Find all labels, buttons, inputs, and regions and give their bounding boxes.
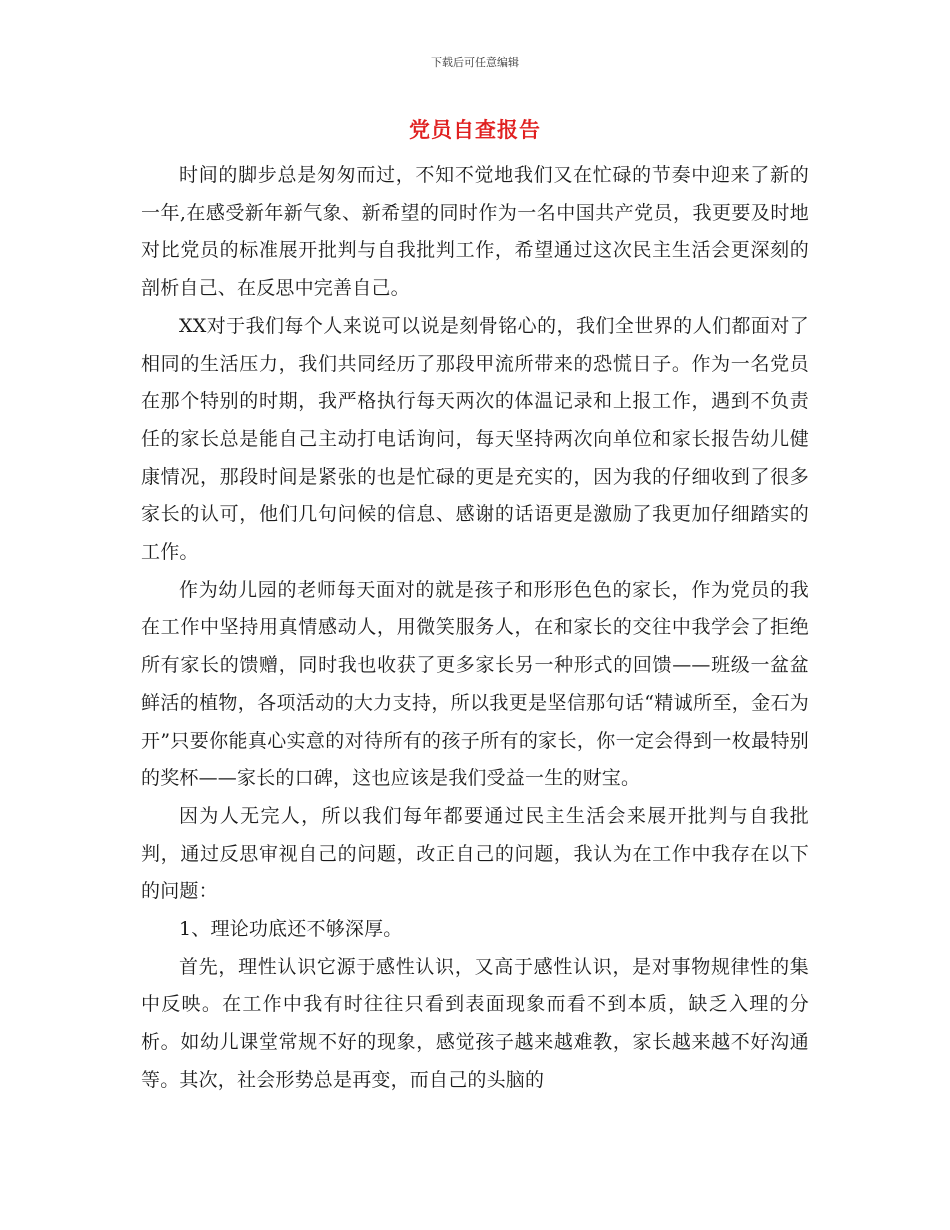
paragraph-issue-1-detail: 首先，理性认识它源于感性认识，又高于感性认识，是对事物规律性的集中反映。在工作中我有时往往只看到表面现象而看不到本质，缺乏入理的分析。如幼儿课堂常规不好的现象，感觉孩子越来越难教，家长越来越不好沟通等。其次，社会形势总是再变，而自己的头脑的 xyxy=(141,955,809,1091)
paragraph-issue-1-heading: 1、理论功底还不够深厚。 xyxy=(179,918,403,941)
header-note: 下载后可任意编辑 xyxy=(431,56,519,69)
document-title: 党员自查报告 xyxy=(409,118,541,142)
paragraph-self-criticism: 因为人无完人，所以我们每年都要通过民主生活会来展开批判与自我批判，通过反思审视自己的问题，改正自己的问题，我认为在工作中我存在以下的问题： xyxy=(141,804,809,903)
paragraph-teacher-work: 作为幼儿园的老师每天面对的就是孩子和形形色色的家长，作为党员的我在工作中坚持用真情感动人，用微笑服务人，在和家长的交往中我学会了拒绝所有家长的馈赠，同时我也收获了更多家长另一种形式的回馈——班级一盆盆鲜活的植物，各项活动的大力支持，所以我更是坚信那句话“精诚所至，金石为开”只要你能真心实意的对待所有的孩子所有的家长，你一定会得到一枚最特别的奖杯——家长的口碑，这也应该是我们受益一生的财宝。 xyxy=(141,578,809,790)
paragraph-epidemic: XX对于我们每个人来说可以说是刻骨铭心的，我们全世界的人们都面对了相同的生活压力，我们共同经历了那段甲流所带来的恐慌日子。作为一名党员在那个特别的时期，我严格执行每天两次的体温记录和上报工作，遇到不负责任的家长总是能自己主动打电话询问，每天坚持两次向单位和家长报告幼儿健康情况，那段时间是紧张的也是忙碌的更是充实的，因为我的仔细收到了很多家长的认可，他们几句问候的信息、感谢的话语更是激励了我更加仔细踏实的工作。 xyxy=(141,314,809,564)
document-body xyxy=(141,157,809,1100)
paragraph-intro: 时间的脚步总是匆匆而过，不知不觉地我们又在忙碌的节奏中迎来了新的一年,在感受新年新气象、新希望的同时作为一名中国共产党员，我更要及时地对比党员的标准展开批判与自我批判工作，希望通过这次民主生活会更深刻的剖析自己、在反思中完善自己。 xyxy=(141,164,809,300)
